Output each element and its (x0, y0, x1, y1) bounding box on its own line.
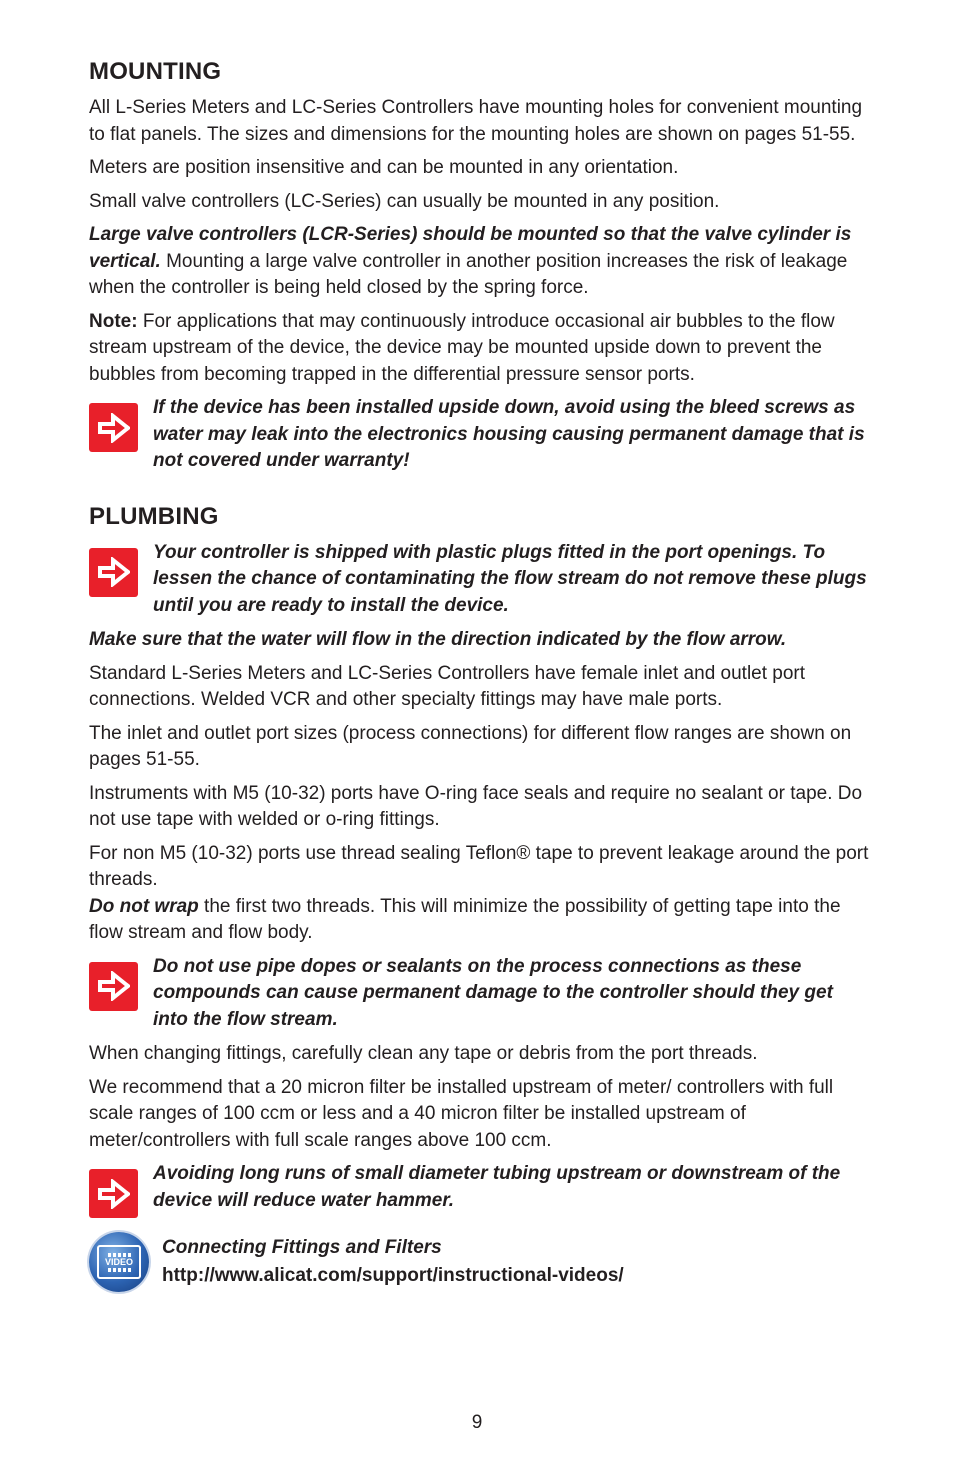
video-text (162, 1234, 624, 1290)
plumbing-paragraph: Standard L-Series Meters and LC-Series Controllers have female inlet and outlet port connections. Welded VCR and other specialty fittings may have male ports. (89, 662, 806, 710)
plumbing-paragraph: When changing fittings, carefully clean any tape or debris from the port threads. (89, 1043, 758, 1064)
plumbing-heading: PLUMBING (89, 502, 219, 530)
video-icon-label: VIDEO (104, 1257, 133, 1267)
warning-text: Your controller is shipped with plastic plugs fitted in the port openings. To lessen the chance of contaminating the flow stream do not remove these plugs until you are ready to install the device. (153, 541, 867, 616)
mounting-paragraph: Meters are position insensitive and can be mounted in any orientation. (89, 157, 679, 178)
page-number: 9 (471, 1412, 483, 1433)
plumbing-paragraph: Instruments with M5 (10-32) ports have O-ring face seals and require no sealant or tape. Do not use tape with welded or o-ring fittings. (89, 782, 863, 830)
plumbing-paragraph: For non M5 (10-32) ports use thread sealing Teflon® tape to prevent leakage around the port threads. (89, 842, 869, 890)
body-text: For applications that may continuously introduce occasional air bubbles to the flow stream upstream of the device, the device may be mounted upside down to prevent the bubbles from becoming trapped in the differential pressure sensor ports. (89, 310, 835, 385)
arrow-right-icon (89, 548, 138, 597)
mounting-paragraph: All L-Series Meters and LC-Series Controllers have mounting holes for convenient mounting to flat panels. The sizes and dimensions for the mounting holes are shown on pages 51-55. (89, 97, 863, 145)
video-link[interactable] (89, 1232, 871, 1292)
plumbing-paragraph: Make sure that the water will flow in the direction indicated by the flow arrow. (89, 629, 787, 650)
emphasis-text: Do not wrap (89, 895, 199, 917)
video-icon[interactable] (89, 1232, 149, 1292)
arrow-right-icon (89, 403, 138, 452)
emphasis-text: Large valve controllers (LCR-Series) should be mounted so that the valve cylinder is vertical. (89, 224, 852, 272)
plumbing-paragraph: We recommend that a 20 micron filter be installed upstream of meter/ controllers with full scale ranges of 100 ccm or less and a 40 micron filter be installed upstream of meter/controllers with full scale ranges above 100 ccm. (89, 1076, 834, 1151)
plumbing-paragraph: The inlet and outlet port sizes (process connections) for different flow ranges are shown on pages 51-55. (89, 722, 852, 770)
warning-text: Do not use pipe dopes or sealants on the process connections as these compounds can cause permanent damage to the controller should they get into the flow stream. (153, 955, 833, 1030)
arrow-right-icon (89, 962, 138, 1011)
warning-note (89, 1161, 871, 1218)
arrow-right-icon (89, 1169, 138, 1218)
mounting-heading: MOUNTING (89, 58, 222, 85)
emphasis-text: Note: (89, 310, 138, 332)
warning-note (89, 395, 871, 475)
mounting-paragraph: Small valve controllers (LC-Series) can usually be mounted in any position. (89, 190, 720, 212)
body-text: Mounting a large valve controller in another position increases the risk of leakage when the controller is being held closed by the spring force. (89, 250, 848, 298)
plumbing-paragraph (89, 894, 871, 947)
manual-page (89, 58, 871, 1292)
body-text: the first two threads. This will minimize the possibility of getting tape into the flow stream and flow body. (89, 895, 841, 943)
mounting-paragraph (89, 309, 871, 389)
video-title: Connecting Fittings and Filters (162, 1237, 442, 1258)
warning-note (89, 540, 871, 620)
warning-note (89, 954, 871, 1034)
warning-text: If the device has been installed upside down, avoid using the bleed screws as water may leak into the electronics housing causing permanent damage that is not covered under warranty! (153, 397, 865, 471)
video-url-link[interactable]: http://www.alicat.com/support/instructional-videos/ (162, 1265, 624, 1286)
warning-text: Avoiding long runs of small diameter tubing upstream or downstream of the device will reduce water hammer. (153, 1163, 841, 1211)
mounting-paragraph (89, 222, 871, 302)
